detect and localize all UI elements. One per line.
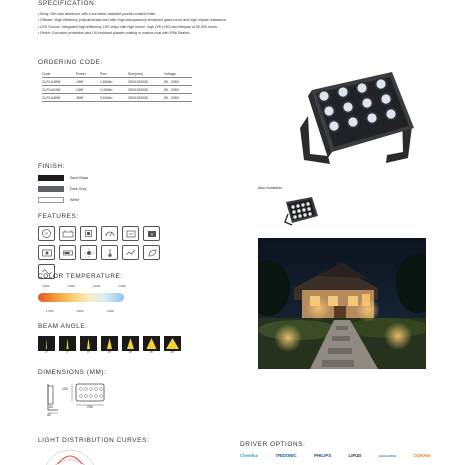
dimension-bracket: 90 [47,413,51,417]
brand-logo-tridonic: TRIDONIC [275,453,297,458]
finish-list [38,172,88,205]
brand-logo-lifud: LIFUD [348,453,362,458]
finish-item [38,172,88,183]
column-header: Flux [100,70,128,78]
table-cell: 85 - 265V [164,94,192,102]
finish-heading: FINISH: [38,163,65,170]
beam-option [122,336,139,354]
finish-item [38,194,88,205]
color-temp-top-labels [42,285,126,288]
table-cell: 24W [76,86,100,94]
cct-label: 3,000K [67,285,76,288]
led-chip [343,102,352,111]
table-cell: 18W [76,78,100,86]
column-header: Voltage [164,70,192,78]
column-header: Power [76,70,100,78]
specification-heading: SPECIFICATION: [38,0,97,7]
finish-label: Dark Grey [70,186,87,191]
led-chip [362,98,371,107]
color-swatch [38,186,64,192]
rating-icon [38,226,55,241]
warranty-icon [38,245,55,260]
class-icon [143,226,160,241]
table-cell: 250X153X50 [128,86,164,94]
table-row [42,78,192,86]
cri-icon [122,226,139,241]
led-chip [376,79,385,88]
spec-line: • Finish: Corrosion protection and UV-resistant powder coating or marine coat with IP66 Sealed. [38,30,191,35]
table-cell: 250X153X50 [128,94,164,102]
ordering-heading: ORDERING CODE: [38,59,103,66]
table-cell: CLPLA36W [42,94,76,102]
specification-list [38,11,227,36]
product-image [290,68,420,168]
alternate-product-image [282,196,320,226]
spec-line: • Diffuser: High efficiency polycarbonate lens with High-transparency tempered glass cover and high impact resistance. [38,18,227,23]
features-heading: FEATURES: [38,213,79,220]
svg-text:IP: IP [44,232,49,236]
temperature-icon [101,245,118,260]
led-chip [357,83,366,92]
beam-angle-heading: BEAM ANGLE: [38,323,88,330]
spec-line: • Body: Die-cast aluminum with a corrosion-resistant powder-coated finish. [38,12,157,16]
dimension-height: 153 [62,387,68,391]
ordering-table [42,70,192,102]
table-cell: CLPLA24W [42,86,76,94]
cct-label: 4,000K [92,285,101,288]
table-cell: 85 - 265V [164,78,192,86]
beam-option [38,336,55,354]
led-chip [324,106,333,115]
chip-icon [80,226,97,241]
cct-label: 3,500K [76,310,84,313]
led-chip [348,117,357,126]
installation-photo [258,238,426,369]
brand-logo-philips: PHILIPS [314,453,332,458]
table-cell: 36W [76,94,100,102]
cct-label: 2,000K [42,285,50,288]
dimension-depth: 50 [49,405,53,409]
table-cell: CLPLA18W [42,78,76,86]
beam-icon [80,245,97,260]
also-available-label: Also Available: [258,186,283,190]
finish-item [38,183,88,194]
column-header: Code [42,70,76,78]
color-temperature-heading: COLOR TEMPERATURE: [38,273,123,280]
cct-label: 4,500K [106,310,114,313]
table-cell: 3,600lm [100,94,128,102]
finish-label: White [70,197,80,202]
light-distribution-heading: LIGHT DISTRIBUTION CURVES: [38,437,150,444]
driver-icon [59,226,76,241]
dimensions-heading: DIMENSIONS (MM): [38,369,107,376]
color-swatch [38,197,64,203]
svg-text:A: A [150,231,153,236]
beam-option [101,336,118,354]
beam-option [80,336,97,354]
beam-angle-label: 8° [87,351,90,354]
table-cell: 250X153X50 [128,78,164,86]
ordering-table-wrap [42,70,192,102]
lifespan-icon [59,245,76,260]
column-header: Size(mm) [128,70,164,78]
table-cell: 1,800lm [100,78,128,86]
features-grid [38,226,168,279]
beam-angle-label: 3° [45,351,48,354]
brand-logo-eaglerise: EAGLERISE [378,453,397,458]
beam-angle-row [38,336,181,354]
beam-angle-label: 30° [128,351,133,354]
color-temperature-bar [38,293,124,302]
eco-icon [143,245,160,260]
beam-angle-label: 6° [66,351,69,354]
cct-label: 5,000K [118,285,126,288]
brand-logo-osram: OSRAM [413,453,430,458]
beam-option [59,336,76,354]
driver-options-heading: DRIVER OPTIONS: [240,441,306,448]
efficiency-icon [122,245,139,260]
led-chip [329,121,338,130]
led-chip [386,109,395,118]
beam-option [164,336,181,354]
color-temp-bottom-labels [46,310,114,313]
beam-angle-label: 45° [149,351,154,354]
table-cell: 85 - 265V [164,86,192,94]
dimension-width: 250 [87,405,93,409]
beam-angle-label: 15° [107,351,112,354]
driver-brand-list [240,453,430,458]
color-swatch [38,175,64,181]
spec-line: • LED Source: Integrated high-efficiency LED chips with high lumen, high CRI (>90) and lifespan of 50,000 hours. [38,24,218,29]
led-chip [319,91,328,100]
led-chip [367,113,376,122]
polar-curve-chart [40,446,100,465]
table-row [42,94,192,102]
brand-logo-clevelux: Clevelux [240,453,259,458]
table-cell: 2,400lm [100,86,128,94]
dimension-drawing [42,380,112,420]
dimming-icon [101,226,118,241]
beam-option [143,336,160,354]
finish-label: Sand Black [70,175,89,180]
beam-angle-label: 60° [170,351,175,354]
table-row [42,86,192,94]
led-chip [338,87,347,96]
cct-label: 2,700K [46,310,54,313]
led-chip [381,94,390,103]
